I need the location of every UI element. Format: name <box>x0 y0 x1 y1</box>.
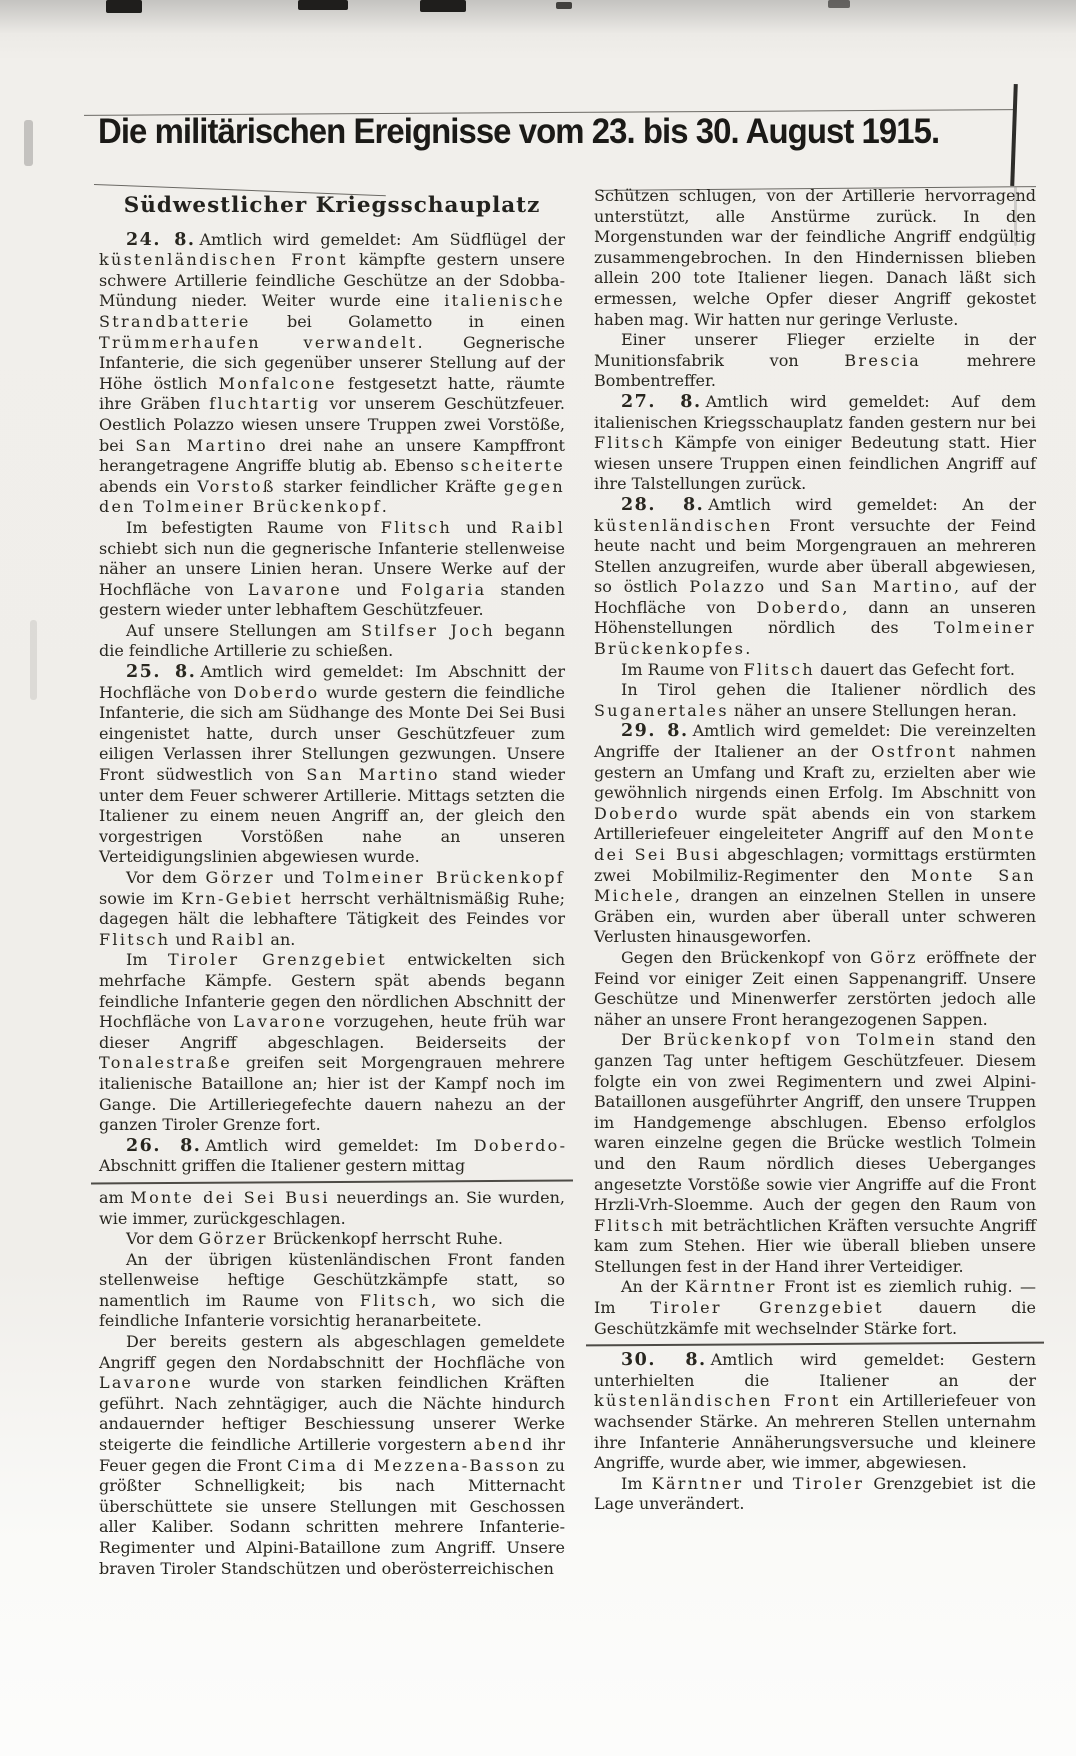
date-lead: 27. 8. <box>621 391 702 412</box>
paragraph: 25. 8. Amtlich wird gemeldet: Im Abschnitt der Hochfläche von Doberdo wurde gestern die feindliche Infanterie, die sich am Südhange des Monte Dei Sei Busi eingenistet hatte, durch unser Geschützfeuer zum eiligen Verlassen ihrer Stellungen gezwungen. Unsere Front südwestlich von San Martino stand wieder unter dem Feuer schwerer Artillerie. Mittags setzten die Italiener zu einem neuen Angriff an, der gleich den vorgestrigen Vorstößen nahe an unseren Verteidigungslinien abgewiesen wurde. <box>99 662 565 867</box>
emphasized-name: Krn-Gebiet <box>181 888 293 908</box>
paragraph: Im befestigten Raume von Flitsch und Raibl schiebt sich nun die gegnerische Infanterie stellenweise näher an unsere Linien heran. Unsere Werke auf der Hochfläche von Lavarone und Folgaria standen gestern wieder unter lebhaftem Geschützfeuer. <box>99 517 566 620</box>
paragraph: Vor dem Görzer und Tolmeiner Brückenkopf sowie im Krn-Gebiet herrscht verhältnismäßig Ruhe; dagegen hält die lebhaftere Tätigkeit des Feindes vor Flitsch und Raibl an. <box>99 868 566 949</box>
emphasized-name: Tolmeiner Brückenkopfes <box>594 618 1036 659</box>
emphasized-name: Lavarone <box>233 1012 328 1032</box>
emphasized-name: Kärntner <box>651 1473 744 1493</box>
date-lead: 28. 8. <box>621 494 705 515</box>
emphasized-name: Polazzo <box>689 577 767 597</box>
emphasized-name: Suganertales <box>594 700 729 720</box>
paragraph: Auf unsere Stellungen am Stilfser Joch begann die feindliche Artillerie zu schießen. <box>99 620 565 661</box>
emphasized-name: Tiroler Grenzgebiet <box>167 950 388 970</box>
emphasized-name: Tiroler Grenzgebiet <box>650 1298 884 1318</box>
paragraph: am Monte dei Sei Busi neuerdings an. Sie wurden, wie immer, zurückgeschlagen. <box>99 1187 565 1228</box>
paragraph: 26. 8. Amtlich wird gemeldet: Im Doberdo-Abschnitt griffen die Italiener gestern mittag <box>99 1135 565 1176</box>
emphasized-name: Flitsch <box>99 929 171 949</box>
emphasized-name: San Martino <box>820 577 955 597</box>
emphasized-name: Kärntner <box>685 1277 777 1297</box>
emphasized-name: Trümmerhaufen verwandelt <box>99 332 418 352</box>
emphasized-name: abend <box>473 1435 535 1455</box>
emphasized-name: Doberdo <box>756 597 843 617</box>
emphasized-name: Folgaria <box>401 579 487 599</box>
paragraph: Im Raume von Flitsch dauert das Gefecht fort. <box>621 659 1015 679</box>
emphasized-name: Görz <box>870 947 918 967</box>
paragraph: An der Kärntner Front ist es ziemlich ruhig. — Im Tiroler Grenzgebiet dauern die Geschützkämfe mit wechselnder Stärke fort. <box>594 1277 1036 1338</box>
scan-artifact-vertical-bar <box>1010 84 1018 186</box>
cut-mark-divider <box>586 1342 1044 1347</box>
cut-mark-divider <box>91 1179 573 1184</box>
emphasized-name: Ostfront <box>871 742 958 762</box>
paragraph: 28. 8. Amtlich wird gemeldet: An der küstenländischen Front versuchte der Feind heute nacht und beim Morgengrauen an mehreren Stellen anzugreifen, wurde aber überall abgewiesen, so östlich Polazzo und San Martino, auf der Hochfläche von Doberdo, dann an unseren Höhenstellungen nördlich des Tolmeiner Brückenkopfes. <box>594 494 1036 659</box>
scan-artifact <box>106 0 142 13</box>
emphasized-name: Flitsch <box>594 433 666 453</box>
scan-artifact <box>420 0 466 12</box>
left-column <box>99 193 566 1579</box>
paragraph: 30. 8. Amtlich wird gemeldet: Gestern unterhielten die Italiener an der küstenländischen Front ein Artilleriefeuer von wachsender Stärke. An mehreren Stellen unternahm ihre Infanterie Annäherungsversuche und kleinere Angriffe, wurde aber, wie immer, abgewiesen. <box>594 1350 1036 1473</box>
emphasized-name: Monte San Michele <box>594 865 1037 906</box>
emphasized-name: Flitsch <box>380 517 453 537</box>
emphasized-name: Raibl <box>211 929 266 949</box>
paragraph: 27. 8. Amtlich wird gemeldet: Auf dem italienischen Kriegsschauplatz fanden gestern nur bei Flitsch Kämpfe von einiger Bedeutung statt. Hier wiesen unsere Truppen einen feindlichen Angriff auf ihre Talstellungen zurück. <box>594 391 1036 494</box>
date-lead: 25. 8. <box>126 662 197 683</box>
emphasized-name: Vorstoß <box>197 476 276 496</box>
emphasized-name: San Martino <box>306 765 440 785</box>
emphasized-name: Görzer <box>198 1229 268 1249</box>
emphasized-name: Görzer <box>205 868 275 887</box>
right-column <box>594 186 1036 1515</box>
date-lead: 24. 8. <box>126 229 196 250</box>
emphasized-name: Lavarone <box>99 1373 194 1393</box>
emphasized-name: Flitsch <box>359 1290 432 1310</box>
scan-artifact <box>298 0 348 10</box>
paragraph: An der übrigen küstenländischen Front fanden stellenweise heftige Geschützkämpfe statt, so namentlich im Raume von Flitsch, wo sich die feindliche Infanterie vorsichtig heranarbeitete. <box>99 1249 565 1331</box>
paragraph: Gegen den Brückenkopf von Görz eröffnete der Feind vor einiger Zeit einen Sappenangriff. Unsere Geschütze und Minenwerfer zerstörten jedoch alle näher an unsere Front herangezogenen Sappen. <box>594 947 1036 1029</box>
paragraph: Der bereits gestern als abgeschlagen gemeldete Angriff gegen den Nordabschnitt der Hochfläche von Lavarone wurde von starken feindlichen Kräften geführt. Nach zehntägiger, auch die Nächte hindurch andauernder heftiger Beschiessung unserer Werke steigerte die feindliche Artillerie vorgestern abend ihr Feuer gegen die Front Cima di Mezzena-Basson zu größter Schnelligkeit; bis nach Mitternacht überschüttete sie unsere Stellungen mit Geschossen aller Kaliber. Sodann schritten mehrere Infanterie-Regimenter und Alpini-Bataillone zum Angriff. Unsere braven Tiroler Standschützen und oberösterreichischen <box>99 1332 566 1578</box>
emphasized-name: Cima di Mezzena-Basson <box>287 1455 541 1475</box>
emphasized-name: San Martino <box>135 435 268 455</box>
emphasized-name: Tiroler <box>792 1473 865 1493</box>
date-lead: 29. 8. <box>621 721 689 742</box>
emphasized-name: Raibl <box>511 517 565 537</box>
left-column-body <box>99 230 565 1580</box>
emphasized-name: küstenländischen Front <box>99 250 348 270</box>
page-title: Die militärischen Ereignisse vom 23. bis 30. August 1915. <box>98 112 940 151</box>
emphasized-name: Tolmeiner Brückenkopf <box>323 868 565 887</box>
emphasized-name: fluchtartig <box>209 394 321 414</box>
emphasized-name: Flitsch <box>594 1215 666 1235</box>
emphasized-name: Doberdo <box>594 803 680 823</box>
paragraph: Schützen schlugen, von der Artillerie hervorragend unterstützt, alle Anstürme zurück. In den Morgenstunden war der feindliche Angriff endgültig zusammengebrochen. In den Hindernissen blieben allein 200 tote Italiener liegen. Danach läßt sich ermessen, welche Opfer dieser Angriff gekostet haben mag. Wir hatten nur geringe Verluste. <box>594 186 1036 329</box>
paragraph: Im Kärntner und Tiroler Grenzgebiet ist die Lage unverändert. <box>594 1473 1037 1514</box>
emphasized-name: Tonalestraße <box>99 1053 233 1073</box>
paragraph: 24. 8. Amtlich wird gemeldet: Am Südflügel der küstenländischen Front kämpfte gestern unsere schwere Artillerie feindliche Geschütze an der Sdobba-Mündung nieder. Weiter wurde eine italienische Strandbatterie bei Golametto in einen Trümmerhaufen verwandelt. Gegnerische Infanterie, die sich gegenüber unserer Stellung auf der Höhe östlich Monfalcone festgesetzt hatte, räumte ihre Gräben fluchtartig vor unserem Geschützfeuer. Oestlich Polazzo wiesen unsere Truppen zwei Vorstöße, bei San Martino drei nahe an unsere Kampffront herangetragene Angriffe blutig ab. Ebenso scheiterte abends ein Vorstoß starker feindlicher Kräfte gegen den Tolmeiner Brückenkopf. <box>99 229 566 517</box>
paragraph: In Tirol gehen die Italiener nördlich des Suganertales näher an unsere Stellungen heran. <box>594 680 1036 720</box>
date-lead: 30. 8. <box>621 1350 707 1371</box>
emphasized-name: Monte dei Sei Busi <box>130 1187 330 1207</box>
scan-artifact <box>30 620 37 700</box>
emphasized-name: gegen den Tolmeiner Brückenkopf <box>99 476 565 517</box>
paragraph: Der Brückenkopf von Tolmein stand den ganzen Tag unter heftigem Geschützfeuer. Diesem folgte ein von zwei Regimentern und zwei Alpini-Bataillonen ausgeführter Angriff, den unsere Truppen im Handgemenge abschlugen. Ebenso erfolglos waren einzelne gegen die Brücke westlich Tolmein und den Raum nördlich dieses Ueberganges angesetzte Vorstöße sowie vier Angriffe auf die Front Hrzli-Vrh-Sloemme. Auch der gegen den Raum von Flitsch mit beträchtlichen Kräften versuchte Angriff kam zum Stehen. Hier wie überall blieben unsere Stellungen fest in der Hand ihrer Verteidiger. <box>594 1030 1036 1276</box>
emphasized-name: Brückenkopf von Tolmein <box>663 1030 938 1050</box>
emphasized-name: Doberdo <box>233 682 320 702</box>
emphasized-name: scheiterte <box>460 456 565 476</box>
emphasized-name: Lavarone <box>247 579 343 599</box>
paragraph: 29. 8. Amtlich wird gemeldet: Die vereinzelten Angriffe der Italiener an der Ostfront nahmen gestern an Umfang und Kraft zu, erzielten aber wie gewöhnlich nirgends einen Erfolg. Im Abschnitt von Doberdo wurde spät abends ein von starkem Artilleriefeuer eingeleiteter Angriff auf den Monte dei Sei Busi abgeschlagen; vormittags erstürmten zwei Mobilmiliz-Regimenter den Monte San Michele, drangen an einzelnen Stellen in unsere Gräben ein, wurden aber überall unter schweren Verlusten hinausgeworfen. <box>594 721 1037 947</box>
emphasized-name: küstenländischen Front <box>594 1391 841 1411</box>
emphasized-name: Brescia <box>844 350 922 370</box>
emphasized-name: küstenländischen <box>594 515 773 535</box>
paragraph: Im Tiroler Grenzgebiet entwickelten sich mehrfache Kämpfe. Gestern spät abends begann feindliche Infanterie gegen den nördlichen Abschnitt der Hochfläche von Lavarone vorzugehen, heute früh war dieser Angriff abgeschlagen. Beiderseits der Tonalestraße greifen seit Morgengrauen mehrere italienische Bataillone an; hier ist der Kampf noch im Gange. Die Artilleriegefechte dauern nahezu an der ganzen Tiroler Grenze fort. <box>99 950 565 1135</box>
emphasized-name: Doberdo <box>473 1135 560 1155</box>
emphasized-name: Monfalcone <box>218 373 337 393</box>
paragraph: Einer unserer Flieger erzielte in der Munitionsfabrik von Brescia mehrere Bombentreffer. <box>594 330 1037 391</box>
emphasized-name: italienische Strandbatterie <box>99 291 565 331</box>
scan-artifact <box>556 2 572 9</box>
emphasized-name: Flitsch <box>743 659 815 679</box>
date-lead: 26. 8. <box>126 1135 202 1156</box>
paragraph: Vor dem Görzer Brückenkopf herrscht Ruhe. <box>126 1229 503 1249</box>
scan-artifact <box>828 0 850 8</box>
emphasized-name: Monte dei Sei Busi <box>594 824 1036 864</box>
emphasized-name: Stilfser Joch <box>361 620 496 640</box>
section-heading: Südwestlicher Kriegsschauplatz <box>123 193 541 218</box>
right-column-body <box>594 186 1036 1515</box>
scan-artifact <box>24 120 33 166</box>
